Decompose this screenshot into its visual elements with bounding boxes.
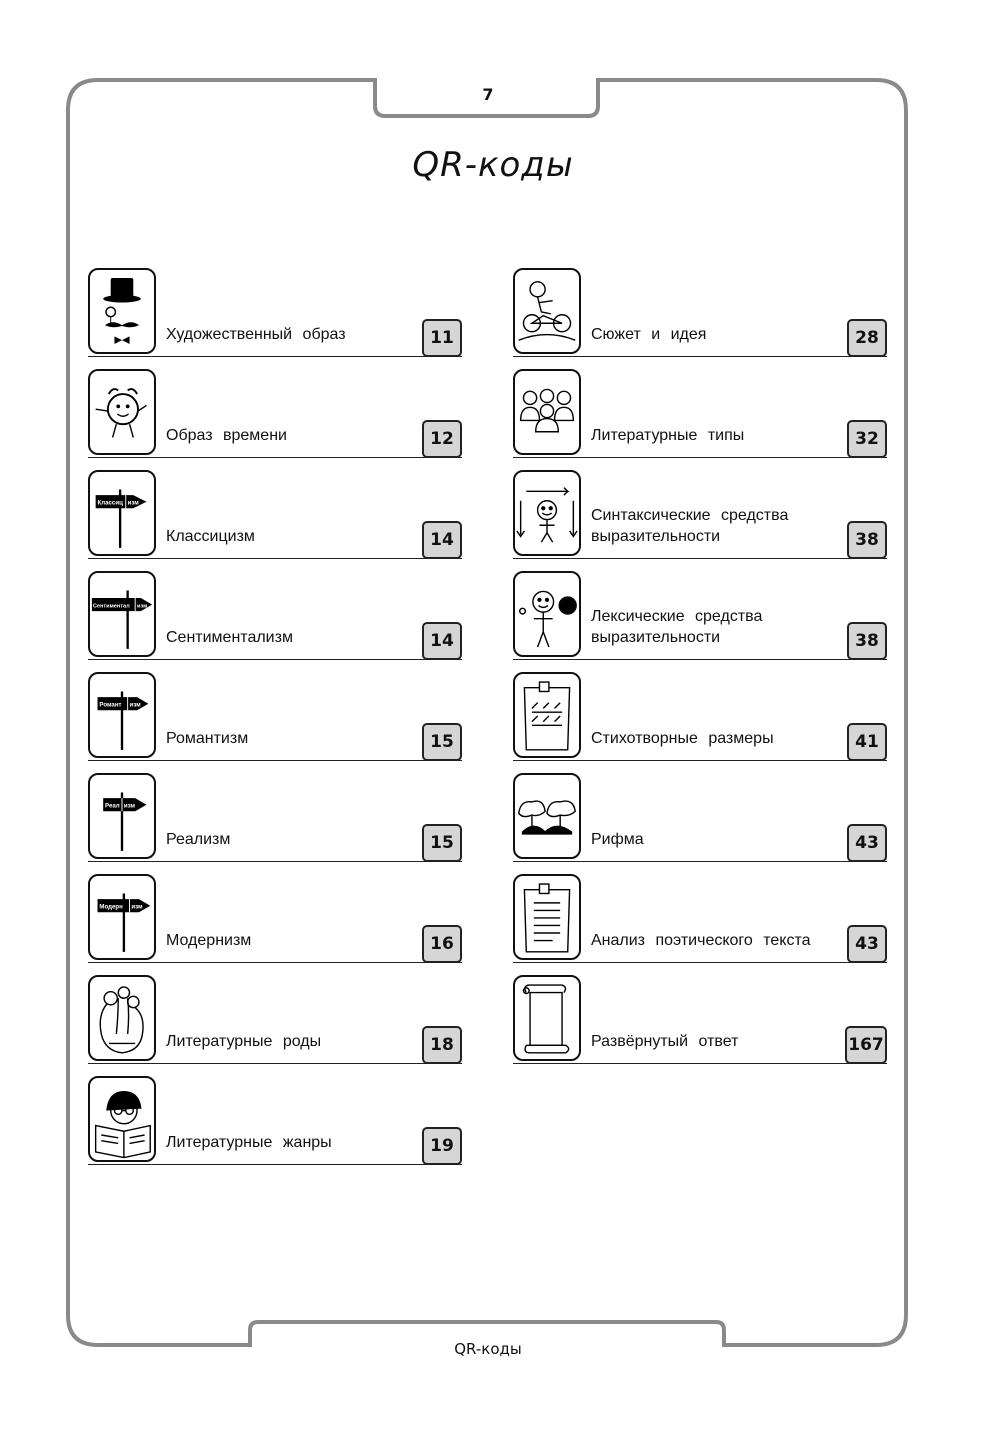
trees-icon — [513, 773, 581, 859]
toc-topic: Сентиментализм — [166, 629, 293, 646]
reading-boy-icon — [88, 1076, 156, 1162]
toc-topic: Литературные жанры — [166, 1134, 332, 1151]
sign-right-text: изм — [129, 701, 141, 709]
toc-topic: Реализм — [166, 831, 231, 848]
page-badge: 38 — [847, 622, 887, 660]
left-column — [88, 268, 462, 1177]
toc-row[interactable] — [513, 369, 887, 458]
three-headed-creature-icon — [88, 975, 156, 1061]
toc-row[interactable] — [88, 268, 462, 357]
alarm-clock-icon — [88, 369, 156, 455]
signpost-icon — [88, 874, 156, 960]
page-badge: 14 — [422, 521, 462, 559]
pinned-note-icon — [513, 672, 581, 758]
page-badge: 18 — [422, 1026, 462, 1064]
figure-with-arrows-icon — [513, 470, 581, 556]
cyclist-icon — [513, 268, 581, 354]
toc-row[interactable] — [88, 874, 462, 963]
toc-topic: Литературные типы — [591, 427, 745, 444]
pinned-list-icon — [513, 874, 581, 960]
toc-topic: Синтаксические средства выразительности — [591, 507, 789, 545]
toc-row[interactable] — [88, 571, 462, 660]
page-badge: 19 — [422, 1127, 462, 1165]
page-badge: 15 — [422, 723, 462, 761]
toc-row[interactable] — [513, 268, 887, 357]
toc-topic: Образ времени — [166, 427, 287, 444]
toc-topic: Сюжет и идея — [591, 326, 707, 343]
sign-left-text: Модерн — [99, 903, 123, 911]
signpost-icon — [88, 571, 156, 657]
page-badge: 167 — [845, 1026, 887, 1064]
toc-topic: Развёрнутый ответ — [591, 1033, 739, 1050]
sign-left-text: Сентиментал — [92, 603, 130, 610]
toc-topic: Анализ поэтического текста — [591, 932, 811, 949]
toc-row[interactable] — [88, 773, 462, 862]
toc-row[interactable] — [513, 571, 887, 660]
toc-row[interactable] — [88, 672, 462, 761]
page-badge: 16 — [422, 925, 462, 963]
signpost-icon — [88, 672, 156, 758]
toc-row[interactable] — [88, 1076, 462, 1165]
toc-topic: Модернизм — [166, 932, 252, 949]
page-badge: 28 — [847, 319, 887, 357]
toc-topic: Классицизм — [166, 528, 255, 545]
page-badge: 14 — [422, 622, 462, 660]
toc-topic: Стихотворные размеры — [591, 730, 774, 747]
sign-right-text: изм — [131, 903, 143, 911]
group-of-people-icon — [513, 369, 581, 455]
toc-topic: Романтизм — [166, 730, 249, 747]
toc-topic: Литературные роды — [166, 1033, 322, 1050]
sign-right-text: изм — [127, 499, 139, 507]
signpost-icon — [88, 773, 156, 859]
toc-row[interactable] — [88, 369, 462, 458]
footer-label: QR-коды — [454, 1340, 522, 1358]
page-title: QR-коды — [412, 145, 574, 185]
toc-row[interactable] — [513, 874, 887, 963]
page-badge: 41 — [847, 723, 887, 761]
top-hat-mustache-icon — [88, 268, 156, 354]
page-number: 7 — [482, 85, 494, 104]
toc-topic: Рифма — [591, 831, 644, 848]
toc-row[interactable] — [513, 975, 887, 1064]
sign-left-text: Реал — [105, 802, 120, 810]
sign-right-text: изм — [137, 603, 148, 610]
page-badge: 11 — [422, 319, 462, 357]
toc-row[interactable] — [513, 672, 887, 761]
toc-row[interactable] — [513, 773, 887, 862]
toc-row[interactable] — [88, 470, 462, 559]
right-column — [513, 268, 887, 1076]
page-badge: 15 — [422, 824, 462, 862]
signpost-icon — [88, 470, 156, 556]
toc-row[interactable] — [513, 470, 887, 559]
toc-topic: Лексические средства выразительности — [591, 608, 763, 646]
page-badge: 32 — [847, 420, 887, 458]
page-badge: 12 — [422, 420, 462, 458]
juggler-icon — [513, 571, 581, 657]
scroll-icon — [513, 975, 581, 1061]
sign-right-text: изм — [123, 802, 136, 810]
toc-row[interactable] — [88, 975, 462, 1064]
sign-left-text: Классиц — [97, 499, 123, 507]
page-badge: 43 — [847, 824, 887, 862]
toc-topic: Художественный образ — [166, 326, 346, 343]
page-badge: 38 — [847, 521, 887, 559]
page-badge: 43 — [847, 925, 887, 963]
sign-left-text: Романт — [99, 701, 122, 709]
